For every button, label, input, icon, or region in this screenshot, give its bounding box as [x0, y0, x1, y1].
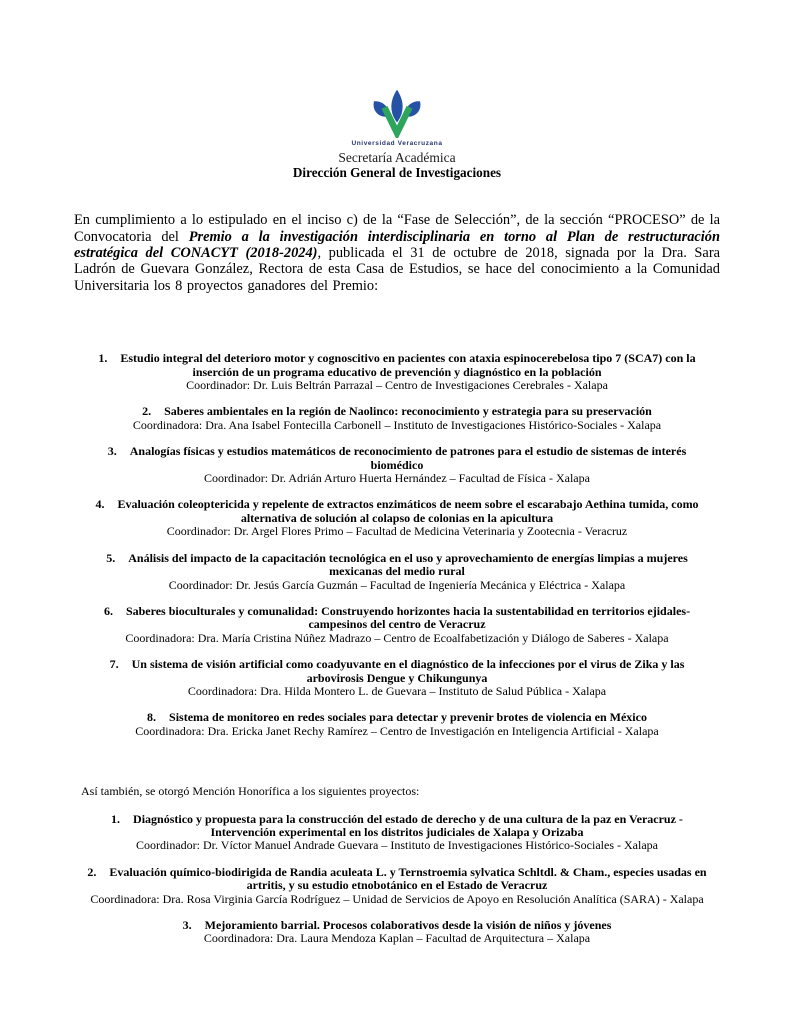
project-coordinator: Coordinadora: Dra. Ericka Janet Rechy Ramírez – Centro de Investigación en Inteligencia Artificial - Xalapa	[135, 723, 659, 738]
project-item	[81, 658, 713, 698]
project-number: 3.	[107, 444, 117, 459]
secretariat-title: Secretaría Académica	[338, 149, 456, 165]
project-title-text: Estudio integral del deterioro motor y cognoscitivo en pacientes con ataxia espinocerebelosa tipo 7 (SCA7) con la inserción de un programa educativo de prevención y diagnóstico en la población	[120, 351, 696, 379]
project-title-text: Evaluación químico-biodirigida de Randia aculeata L. y Ternstroemia sylvatica Schltdl. & Cham., especies usadas en artritis, y su estudio etnobotánico en el Estado de Veracruz	[109, 864, 707, 893]
project-title-text: Análisis del impacto de la capacitación tecnológica en el uso y aprovechamiento de energías limpias a mujeres mexicanas del medio rural	[128, 550, 688, 579]
project-number: 6.	[103, 603, 113, 618]
project-coordinator: Coordinadora: Dra. Rosa Virginia García Rodríguez – Unidad de Servicios de Apoyo en Resolución Analítica (SARA) - Xalapa	[90, 891, 704, 906]
project-coordinator: Coordinador: Dr. Víctor Manuel Andrade Guevara – Instituto de Investigaciones Histórico-Sociales - Xalapa	[136, 838, 658, 853]
project-title	[81, 813, 713, 840]
project-title	[81, 919, 713, 932]
project-title-text: Saberes bioculturales y comunalidad: Construyendo horizontes hacia la sustentabilidad en territorios ejidales-campesinos del centro de Veracruz	[125, 603, 691, 632]
project-coordinator: Coordinadora: Dra. Laura Mendoza Kaplan – Facultad de Arquitectura – Xalapa	[203, 931, 591, 946]
winners-list	[74, 352, 720, 738]
project-number: 2.	[87, 864, 97, 879]
project-number: 8.	[147, 710, 157, 725]
project-title	[81, 352, 713, 379]
project-title-text: Evaluación coleoptericida y repelente de extractos enzimáticos de neem sobre el escarabajo Aethina tumida, como alternativa de solución al colapso de colonias en la apicultura	[117, 497, 699, 525]
project-title-text: Analogías físicas y estudios matemáticos de reconocimiento de patrones para el estudio de sistemas de interés biomédico	[129, 444, 687, 472]
honorable-mention-list	[74, 813, 720, 946]
uv-fleur-de-lis-icon	[371, 88, 423, 138]
project-coordinator: Coordinadora: Dra. María Cristina Núñez Madrazo – Centro de Ecoalfabetización y Diálogo de Saberes - Xalapa	[125, 630, 669, 645]
project-item	[81, 866, 713, 906]
project-item	[81, 919, 713, 946]
university-name: Universidad Veracruzana	[351, 140, 443, 147]
project-item	[81, 552, 713, 592]
project-coordinator: Coordinador: Dr. Adrián Arturo Huerta Hernández – Facultad de Física - Xalapa	[204, 471, 590, 486]
project-title-text: Mejoramiento barrial. Procesos colaborativos desde la visión de niños y jóvenes	[204, 918, 612, 933]
project-title-text: Un sistema de visión artificial como coadyuvante en el diagnóstico de la infecciones por el virus de Zika y las arbovirosis Dengue y Chikungunya	[131, 657, 685, 685]
project-item	[81, 711, 713, 738]
project-number: 1.	[98, 351, 108, 366]
project-number: 1.	[111, 811, 121, 826]
project-coordinator: Coordinador: Dr. Jesús García Guzmán – Facultad de Ingeniería Mecánica y Eléctrica - Xalapa	[168, 577, 626, 592]
intro-paragraph	[74, 212, 720, 294]
project-title	[81, 405, 713, 418]
project-title-text: Sistema de monitoreo en redes sociales para detectar y prevenir brotes de violencia en México	[169, 710, 647, 725]
project-title-text: Saberes ambientales en la región de Naolinco: reconocimiento y estrategia para su preservación	[164, 404, 652, 419]
intro-text-before: En cumplimiento a lo estipulado en el inciso c) de la “Fase de Selección”, de la sección “PROCESO” de la Convocatoria del	[74, 212, 720, 245]
project-coordinator: Coordinadora: Dra. Ana Isabel Fontecilla Carbonell – Instituto de Investigaciones Histórico-Sociales - Xalapa	[132, 417, 662, 432]
honorable-mention-intro: Así también, se otorgó Mención Honorífica a los siguientes proyectos:	[81, 784, 420, 799]
project-item	[81, 352, 713, 392]
prize-name-emphasis: Premio a la investigación interdisciplinaria en torno al Plan de restructuración estratégica del CONACYT (2018-2024)	[74, 228, 720, 262]
project-number: 2.	[142, 404, 152, 419]
project-coordinator: Coordinador: Dr. Argel Flores Primo – Facultad de Medicina Veterinaria y Zootecnia - Veracruz	[166, 524, 628, 539]
project-number: 3.	[182, 918, 192, 933]
project-title	[81, 498, 713, 525]
project-number: 4.	[95, 497, 105, 512]
project-item	[81, 445, 713, 485]
intro-text-after: , publicada el 31 de octubre de 2018, signada por la Dra. Sara Ladrón de Guevara González, Rectora de esta Casa de Estudios, se hace del conocimiento a la Comunidad Universitaria los 8 proyectos ganadores del Premio:	[74, 245, 720, 294]
project-title	[81, 445, 713, 472]
direction-title: Dirección General de Investigaciones	[292, 165, 502, 180]
project-title	[81, 605, 713, 632]
project-number: 7.	[109, 657, 119, 672]
project-title	[81, 866, 713, 893]
project-coordinator: Coordinadora: Dra. Hilda Montero L. de Guevara – Instituto de Salud Pública - Xalapa	[187, 683, 607, 698]
project-item	[81, 498, 713, 538]
project-item	[81, 813, 713, 853]
project-title	[81, 711, 713, 724]
project-item	[81, 605, 713, 645]
project-item	[81, 405, 713, 432]
document-header	[74, 88, 720, 179]
project-title	[81, 552, 713, 579]
project-coordinator: Coordinador: Dr. Luis Beltrán Parrazal – Centro de Investigaciones Cerebrales - Xalapa	[186, 378, 608, 393]
project-title	[81, 658, 713, 685]
project-number: 5.	[106, 550, 116, 565]
project-title-text: Diagnóstico y propuesta para la construcción del estado de derecho y de una cultura de la paz en Veracruz - Intervención experimental en los distritos judiciales de Xalapa y Orizaba	[133, 811, 683, 839]
